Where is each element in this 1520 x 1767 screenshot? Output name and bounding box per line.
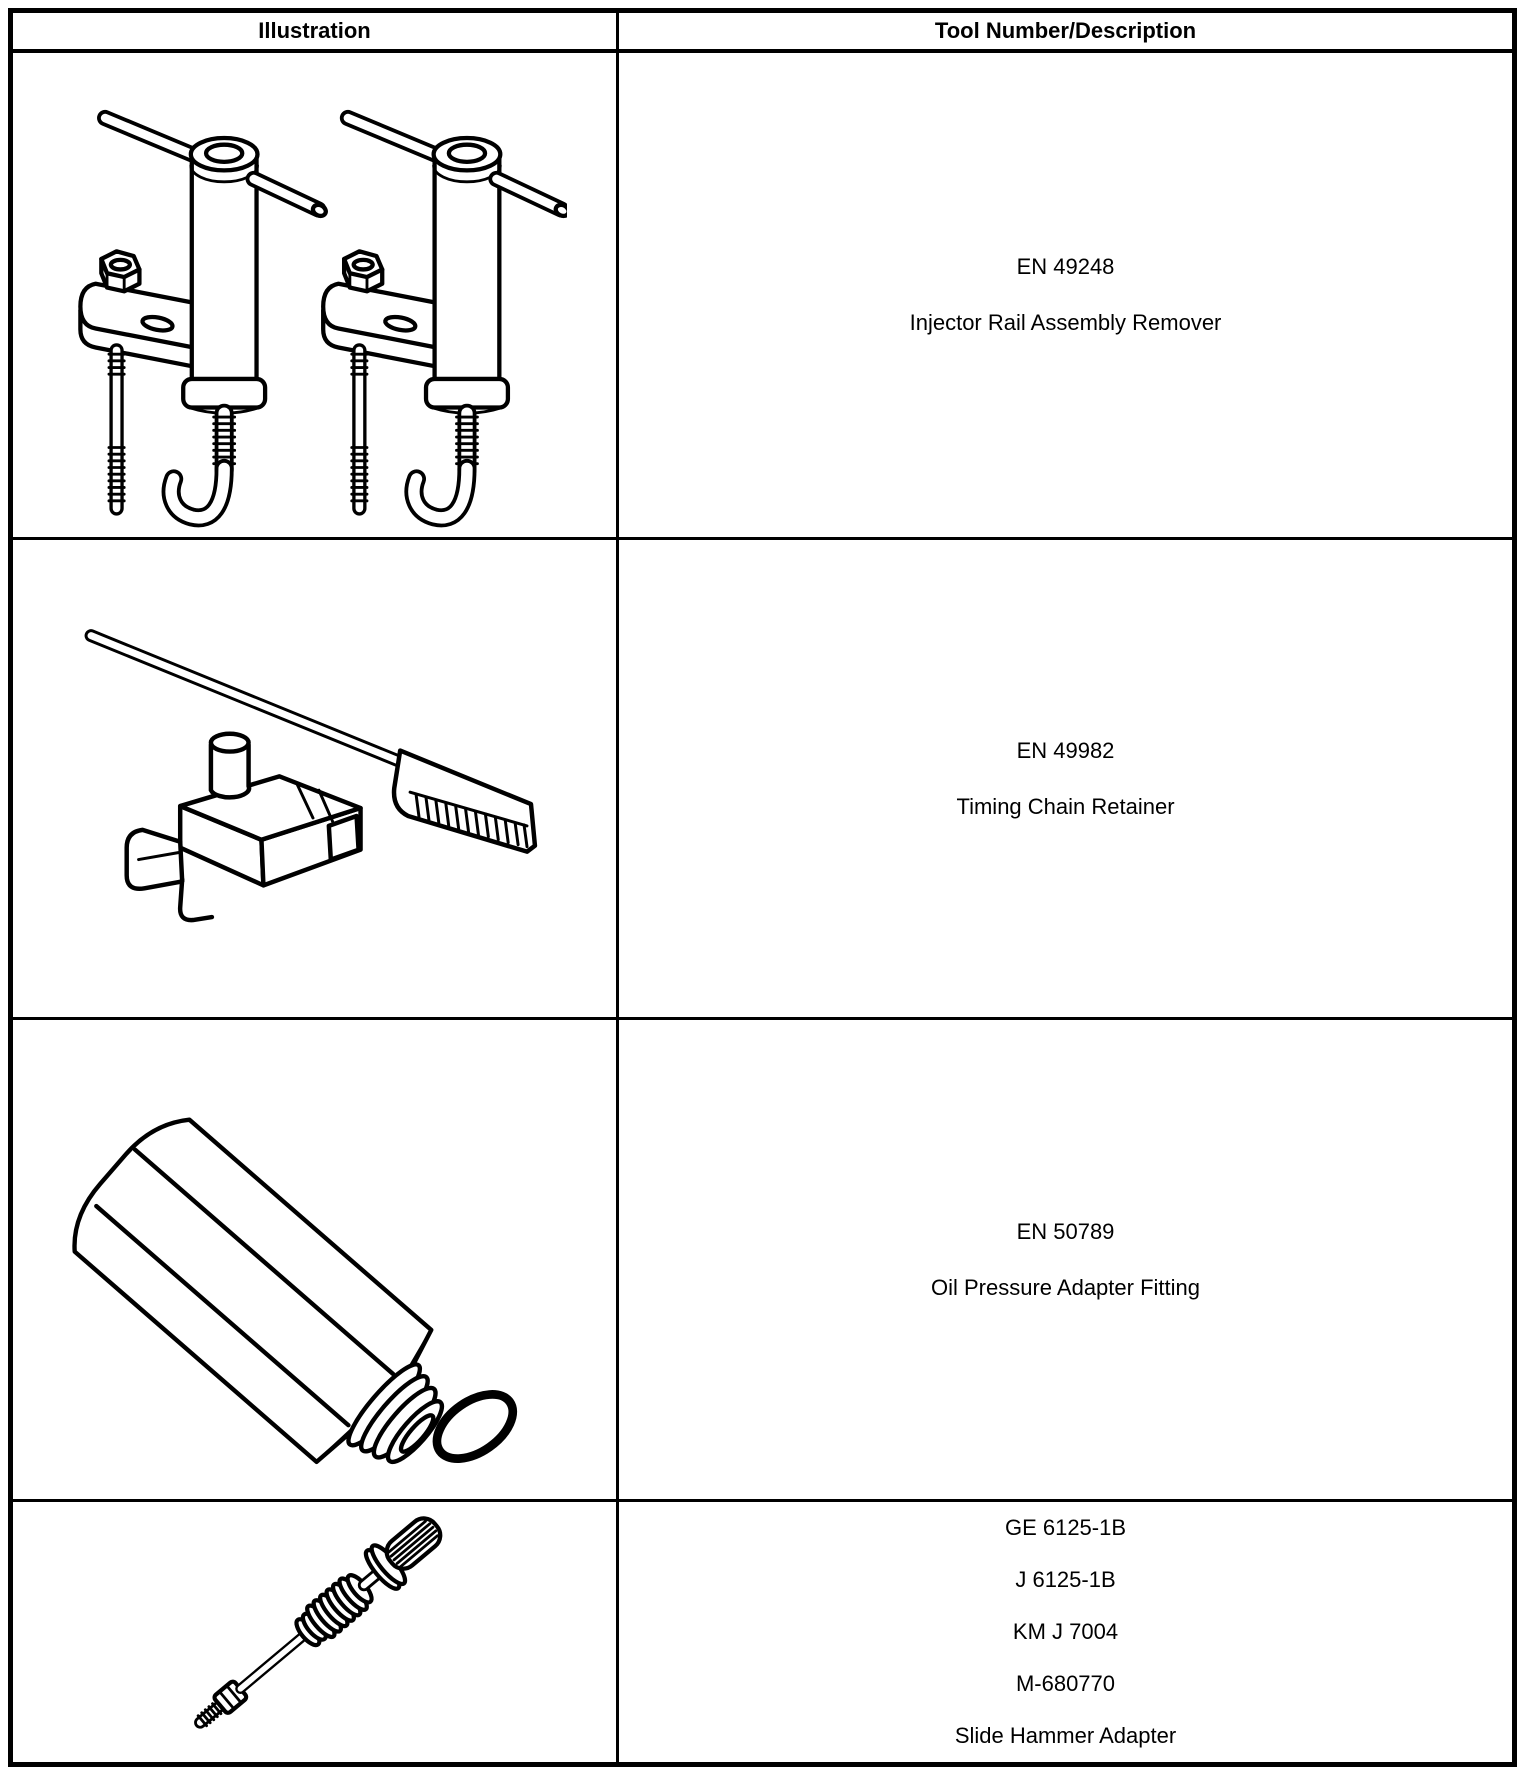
header-row (11, 11, 1515, 52)
table-row (11, 539, 1515, 1019)
illustration-cell-oil-pressure-adapter (11, 1019, 618, 1501)
tool-text-block (619, 1020, 1512, 1499)
timing-chain-retainer-illustration (63, 596, 559, 923)
header-tool-number-description: Tool Number/Description (618, 11, 1515, 52)
slide-hammer-adapter-illustration (165, 1508, 465, 1752)
description-cell-injector-rail-remover (618, 51, 1515, 539)
tool-number: M-680770 (1015, 1671, 1116, 1696)
tool-number: EN 49248 (1016, 254, 1115, 279)
tool-text-block (619, 540, 1512, 1017)
table-row (11, 51, 1515, 539)
tool-number: EN 50789 (1016, 1218, 1115, 1244)
tool-text-block (619, 1502, 1512, 1762)
injector-rail-assembly-remover-illustration (67, 99, 567, 537)
tool-description: Timing Chain Retainer (956, 793, 1175, 819)
oil-pressure-adapter-fitting-illustration (59, 1040, 545, 1477)
illustration-cell-injector-rail-remover (11, 51, 618, 539)
illustration-cell-timing-chain-retainer (11, 539, 618, 1019)
tool-number: GE 6125-1B (1004, 1515, 1127, 1540)
description-cell-oil-pressure-adapter (618, 1019, 1515, 1501)
description-cell-slide-hammer-adapter (618, 1501, 1515, 1765)
tool-text-block (619, 56, 1512, 534)
tool-description: Injector Rail Assembly Remover (909, 310, 1222, 335)
tool-description: Oil Pressure Adapter Fitting (930, 1274, 1200, 1300)
tool-number: KM J 7004 (1012, 1619, 1119, 1644)
table-row (11, 1019, 1515, 1501)
o-ring (425, 1381, 524, 1471)
illustration-cell-slide-hammer-adapter (11, 1501, 618, 1765)
table-row (11, 1501, 1515, 1765)
tool-number: J 6125-1B (1015, 1567, 1116, 1592)
special-tools-table (8, 8, 1517, 1767)
description-cell-timing-chain-retainer (618, 539, 1515, 1019)
header-illustration: Illustration (11, 11, 618, 52)
tool-description: Slide Hammer Adapter (954, 1723, 1177, 1748)
tool-number: EN 49982 (1016, 737, 1115, 763)
